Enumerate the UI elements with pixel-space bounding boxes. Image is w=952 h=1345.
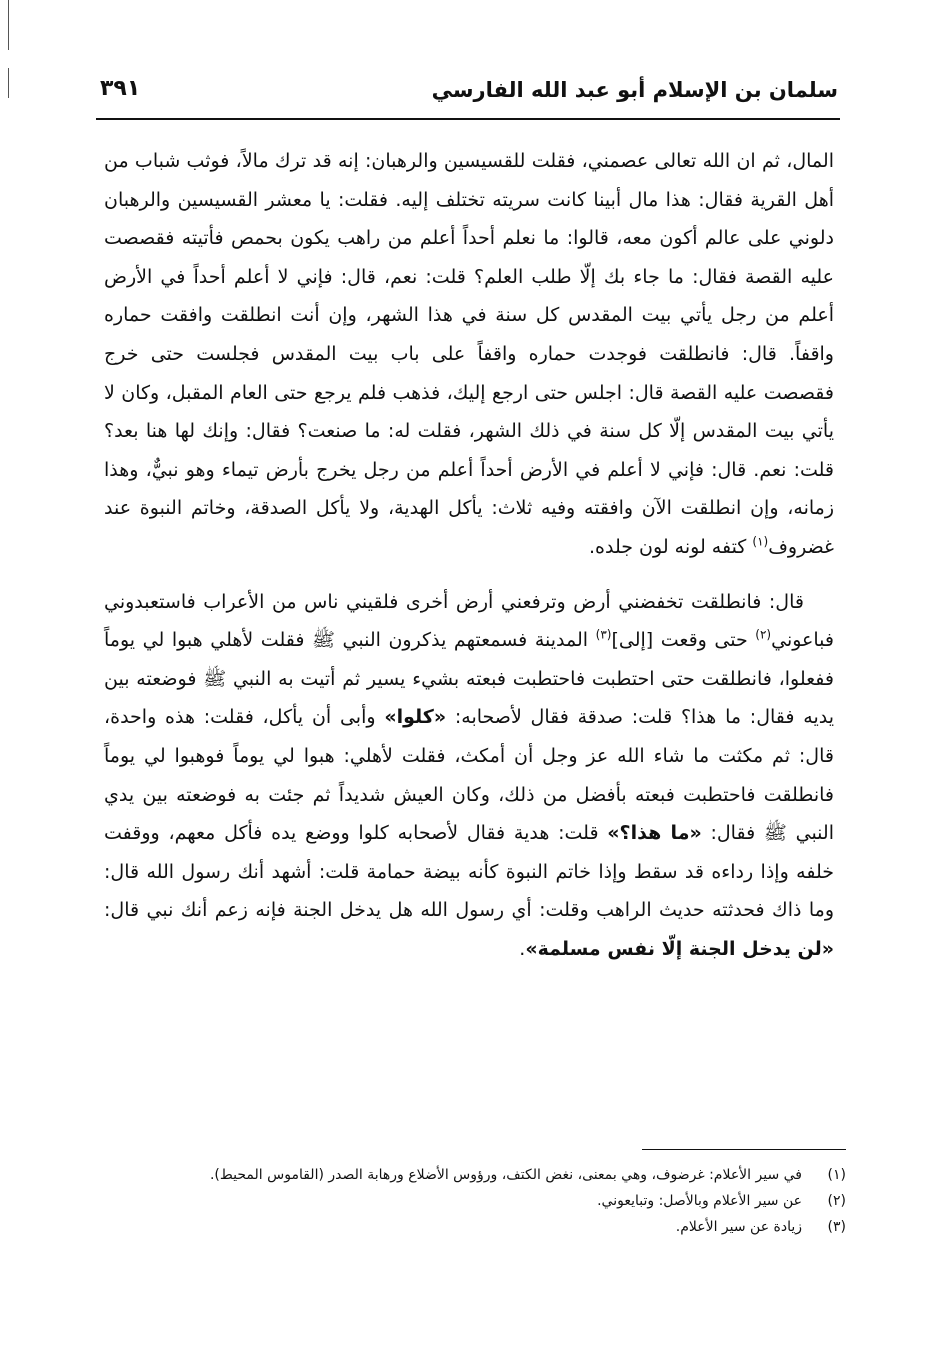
hadith-quote: «لن يدخل الجنة إلّا نفس مسلمة» [525,937,834,960]
scan-edge-mark [8,0,9,50]
page-number: ٣٩١ [100,76,141,101]
text-run: المال، ثم ان الله تعالى عصمني، فقلت للقسيسين والرهبان: إنه قد ترك مالاً، فوثب شباب من أهل القرية فقال: هذا مال أبينا كانت سريته تختلف إليه. فقلت: يا معشر القسيسين والرهبان دلوني على عالم أكون معه، قالوا: ما نعلم أحداً أعلم من راهب يكون بحمص فأتيته فقصصت عليه القصة فقال: ما جاء بك إلّا طلب العلم؟ قلت: نعم، قال: فإني لا أعلم أحداً في الأرض أعلم من رجل يأتي بيت المقدس كل سنة في هذا الشهر، وإن أنت انطلقت وافقت حماره واقفاً. قال: فانطلقت فوجدت حماره واقفاً على باب بيت المقدس فجلست حتى خرج فقصصت عليه القصة قال: اجلس حتى ارجع إليك، فذهب فلم يرجع حتى العام المقبل، وكان لا يأتي بيت المقدس إلّا كل سنة في ذلك الشهر، فقلت له: ما صنعت؟ فقال: وإنك لها هنا بعد؟ قلت: نعم. قال: فإني لا أعلم في الأرض أحداً أعلم من رجل يخرج بأرض تيماء وهو نبيٌّ، وهذا زمانه، وإن انطلقت الآن وافقته وفيه ثلاث: يأكل الهدية، ولا يأكل الصدقة، وخاتم النبوة عند غضروف [104,150,834,558]
footnote-text: زيادة عن سير الأعلام. [675,1219,802,1235]
footnotes [104,1162,846,1240]
paragraph-2 [104,583,834,969]
footnote-3 [104,1214,846,1240]
text-run: قال: فانطلقت تخفضني أرض وترفعني أرض أخرى فلقيني ناس من الأعراب فاستعبدوني فباعوني [104,590,834,652]
text-run: حتى وقعت [إلى] [611,629,756,652]
text-run: كتفه لونه لون جلده. [589,535,753,558]
main-text [104,142,834,968]
text-run: . [519,937,526,960]
footnote-number: (٢) [827,1193,846,1209]
running-title: سلمان بن الإسلام أبو عبد الله الفارسي [431,78,838,102]
footnote-ref-2: (٢) [755,627,772,642]
scan-edge-mark [8,68,9,98]
paragraph-1 [104,142,834,567]
footnote-text: عن سير الأعلام وبالأصل: وتبايعوني. [597,1193,802,1209]
footnote-ref-3: (٣) [595,627,612,642]
footnote-1 [104,1162,846,1188]
hadith-quote: «ما هذا؟» [607,822,702,845]
text-run: قلت: هدية فقال لأصحابه كلوا ووضع يده فأكل معهم، ووقفت خلفه وإذا رداءه قد سقط وإذا خاتم النبوة كأنه بيضة حمامة قلت: أشهد أنك رسول الله قال: وما ذاك فحدثته حديث الراهب وقلت: أي رسول الله هل يدخل الجنة فإنه زعم أنك نبي قال: [104,822,834,922]
footnote-number: (٣) [827,1219,846,1235]
text-run: المدينة فسمعتهم يذكرون النبي ﷺ فقلت لأهلي هبوا لي يوماً ففعلوا، فانطلقت حتى احتطبت فاحتطبت فبعته بشيء يسير ثم أتيت به النبي ﷺ فوضعته بين يديه فقال: ما هذا؟ قلت: صدقة فقال لأصحابه: [104,629,834,729]
text-run: وأبى أن يأكل، فقلت: هذه واحدة، قال: ثم مكثت ما شاء الله عز وجل أن أمكث، فقلت لأهلي: هبوا لي يوماً فوهبوا لي يوماً فانطلقت فاحتطبت فبعته بأفضل من ذلك، وكان العيش شديداً ثم جئت به فوضعته بين يدي النبي ﷺ فقال: [104,706,834,845]
footnote-rule [642,1149,846,1150]
header-rule [96,118,840,120]
footnote-ref-1: (١) [752,534,769,549]
footnote-text: في سير الأعلام: غرضوف، وهي بمعنى، نغض الكتف، ورؤوس الأضلاع ورهابة الصدر (القاموس المحيط). [209,1167,802,1183]
page-header [100,70,838,114]
footnote-number: (١) [827,1167,846,1183]
footnote-2 [104,1188,846,1214]
hadith-quote: «كلوا» [384,706,447,729]
